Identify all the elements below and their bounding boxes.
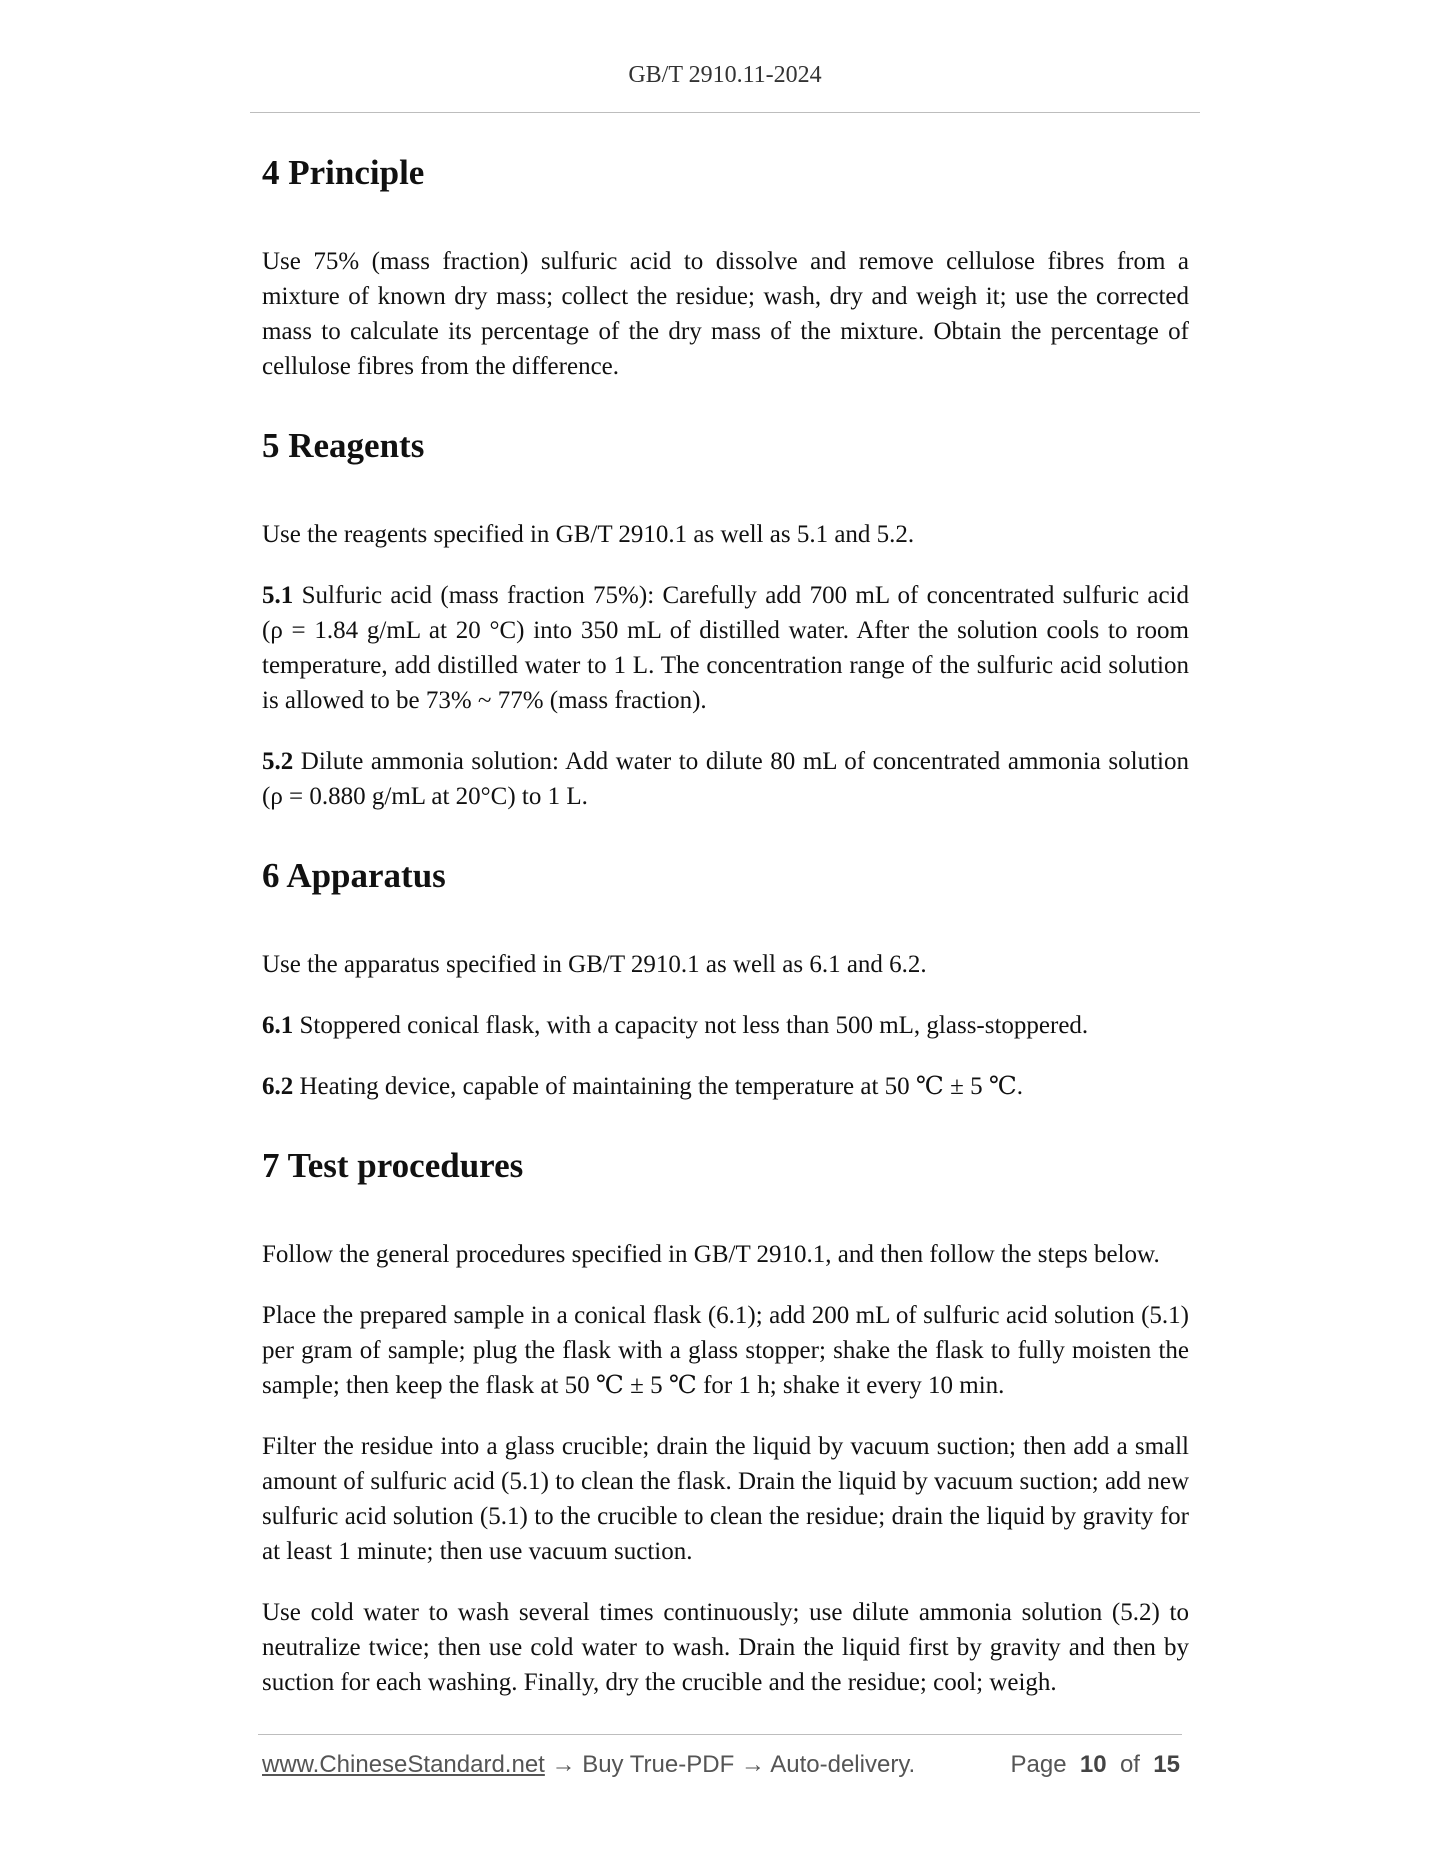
footer-promo: [262, 1751, 915, 1779]
document-body: [262, 150, 1189, 1700]
auto-delivery-text: Auto-delivery.: [770, 1751, 916, 1778]
chinesestandard-link[interactable]: www.ChineseStandard.net: [262, 1751, 545, 1778]
header-divider: [250, 112, 1200, 113]
section-7-paragraph-2: Place the prepared sample in a conical flask (6.1); add 200 mL of sulfuric acid solution (5.1) per gram of sample; plug the flask with a glass stopper; shake the flask to fully moisten the sample; then keep the flask at 50 ℃ ± 5 ℃ for 1 h; shake it every 10 min.: [262, 1302, 1189, 1399]
of-label: of: [1119, 1751, 1140, 1778]
section-7-paragraph-4: Use cold water to wash several times continuously; use dilute ammonia solution (5.2) to neutralize twice; then use cold water to wash. Drain the liquid first by gravity and then by suction for each washing. Finally, dry the crucible and the residue; cool; weigh.: [262, 1599, 1189, 1696]
section-7-paragraph-1: Follow the general procedures specified in GB/T 2910.1, and then follow the steps below.: [262, 1241, 1160, 1268]
clause-number: 5.2: [262, 748, 294, 775]
arrow-icon: →: [551, 1751, 576, 1778]
current-page: 10: [1079, 1751, 1107, 1778]
clause-text: Heating device, capable of maintaining the temperature at 50 ℃ ± 5 ℃.: [293, 1073, 1024, 1100]
section-6-intro: Use the apparatus specified in GB/T 2910.1 as well as 6.1 and 6.2.: [262, 951, 927, 978]
page-number: [1010, 1751, 1180, 1779]
clause-5-2: [262, 744, 1189, 814]
clause-text: Dilute ammonia solution: Add water to dilute 80 mL of concentrated ammonia solution (ρ = 0.880 g/mL at 20°C) to 1 L.: [262, 748, 1189, 810]
document-header: GB/T 2910.11-2024: [628, 62, 822, 88]
total-pages: 15: [1153, 1751, 1180, 1778]
section-7-paragraph-3: Filter the residue into a glass crucible; drain the liquid by vacuum suction; then add a small amount of sulfuric acid (5.1) to clean the flask. Drain the liquid by vacuum suction; add new sulfuric acid solution (5.1) to the crucible to clean the residue; drain the liquid by gravity for at least 1 minute; then use vacuum suction.: [262, 1433, 1189, 1565]
clause-text: Sulfuric acid (mass fraction 75%): Carefully add 700 mL of concentrated sulfuric acid (ρ = 1.84 g/mL at 20 °C) into 350 mL of distilled water. After the solution cools to room temperature, add distilled water to 1 L. The concentration range of the sulfuric acid solution is allowed to be 73% ~ 77% (mass fraction).: [262, 582, 1189, 714]
section-7-heading: 7 Test procedures: [262, 1146, 524, 1185]
footer-divider: [258, 1734, 1182, 1735]
clause-number: 6.2: [262, 1073, 294, 1100]
clause-6-2: [262, 1069, 1189, 1104]
clause-5-1: [262, 578, 1189, 718]
arrow-icon: →: [740, 1751, 765, 1778]
section-4-paragraph: Use 75% (mass fraction) sulfuric acid to dissolve and remove cellulose fibres from a mixture of known dry mass; collect the residue; wash, dry and weigh it; use the corrected mass to calculate its percentage of the dry mass of the mixture. Obtain the percentage of cellulose fibres from the difference.: [262, 248, 1189, 380]
clause-text: Stoppered conical flask, with a capacity not less than 500 mL, glass-stoppered.: [293, 1012, 1089, 1039]
section-4-heading: 4 Principle: [262, 153, 425, 192]
section-5-heading: 5 Reagents: [262, 426, 425, 465]
page-footer: [262, 1751, 1182, 1785]
clause-number: 5.1: [262, 582, 294, 609]
page-label: Page: [1010, 1751, 1067, 1778]
section-6-heading: 6 Apparatus: [262, 856, 446, 895]
clause-6-1: [262, 1008, 1189, 1043]
clause-number: 6.1: [262, 1012, 294, 1039]
buy-true-pdf-text: Buy True-PDF: [582, 1751, 735, 1778]
section-5-intro: Use the reagents specified in GB/T 2910.1 as well as 5.1 and 5.2.: [262, 521, 915, 548]
